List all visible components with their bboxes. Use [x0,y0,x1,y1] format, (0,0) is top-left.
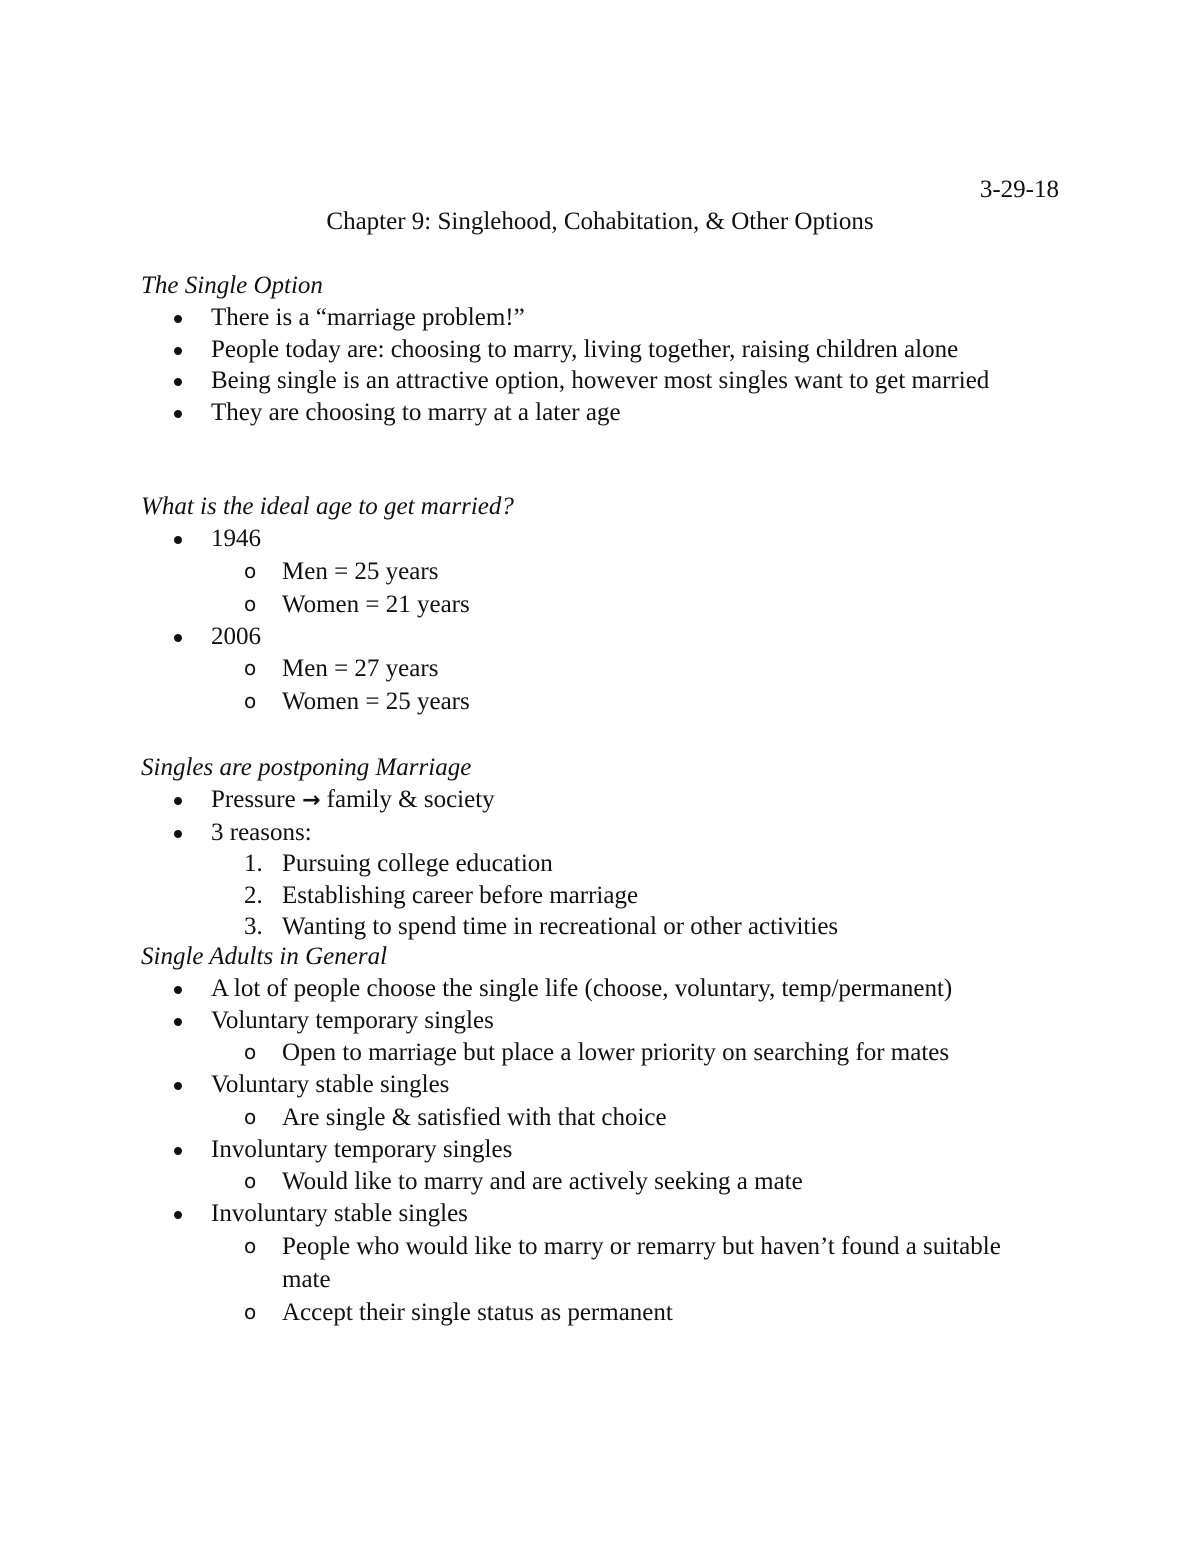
sub-list-item: o Women = 21 years [141,588,1061,621]
bullet-icon [174,1082,182,1090]
numbered-item: 1. Pursuing college education [141,848,1061,880]
bullet-list [141,973,1061,1329]
list-item: Being single is an attractive option, however most singles want to get married [141,365,991,397]
sub-list-item: o Accept their single status as permanent [141,1296,1061,1329]
numbered-item: 2. Establishing career before marriage [141,880,1061,912]
bullet-icon [174,315,182,323]
page-title: Chapter 9: Singlehood, Cohabitation, & Other Options [326,208,874,235]
section-ideal-age [141,491,1061,718]
bullet-icon [174,378,182,386]
sub-list-item: o Women = 25 years [141,685,1061,718]
sub-bullet-icon: o [244,689,257,713]
list-item: A lot of people choose the single life (choose, voluntary, temp/permanent) [141,973,1061,1005]
sub-bullet-icon: o [244,1104,257,1129]
sub-list-item: o Would like to marry and are actively seeking a mate [141,1165,1061,1198]
list-item: Involuntary stable singles [141,1198,1061,1230]
bullet-icon [174,1211,182,1219]
bullet-icon [174,1147,182,1155]
list-item: There is a “marriage problem!” [141,302,1061,334]
sub-bullet-icon: o [244,558,257,583]
sub-list-item: o Open to marriage but place a lower priority on searching for mates [141,1036,1061,1069]
section-heading: Single Adults in General [141,943,388,970]
bullet-icon [174,1018,182,1026]
bullet-list [141,302,1061,428]
sub-list-item: o People who would like to marry or remarry but haven’t found a suitable mate [141,1230,1002,1296]
bullet-icon [174,830,182,838]
list-item: 3 reasons: [141,817,1061,849]
sub-bullet-icon: o [244,1169,257,1193]
list-item: 2006 [141,621,1061,653]
sub-bullet-icon: o [244,1299,257,1324]
list-item: They are choosing to marry at a later age [141,397,1061,429]
bullet-icon [174,347,182,355]
bullet-icon [174,536,182,544]
section-single-option [141,270,1061,428]
bullet-list [141,523,1061,718]
numbered-list [141,848,1061,943]
list-item: Pressure → family & society [141,784,1061,817]
numbered-item: 3. Wanting to spend time in recreational or other activities [141,911,1061,943]
sub-bullet-icon: o [244,1040,257,1064]
list-item: People today are: choosing to marry, living together, raising children alone [141,334,1061,366]
sub-bullet-icon: o [244,656,257,680]
item-number: 3. [244,913,263,940]
section-single-adults [141,941,1061,1329]
sub-list-item: o Men = 25 years [141,555,1061,588]
item-number: 2. [244,881,263,909]
sub-list-item: o Men = 27 years [141,652,1061,685]
section-heading: What is the ideal age to get married? [141,493,514,520]
item-number: 1. [244,850,263,877]
bullet-icon [174,986,182,994]
list-item: Involuntary temporary singles [141,1134,1061,1166]
bullet-icon [174,410,182,418]
section-heading: Singles are postponing Marriage [141,754,472,781]
bullet-icon [174,634,182,642]
list-item: Voluntary temporary singles [141,1005,1061,1037]
list-item: 1946 [141,523,1061,555]
list-item: Voluntary stable singles [141,1069,1061,1101]
section-postponing-marriage [141,752,1061,943]
bullet-list [141,784,1061,848]
sub-bullet-icon: o [244,1233,257,1258]
section-heading: The Single Option [141,272,323,299]
bullet-icon [174,797,182,805]
sub-list-item: o Are single & satisfied with that choice [141,1101,1061,1134]
sub-bullet-icon: o [244,591,257,616]
note-date: 3-29-18 [979,176,1059,203]
arrow-right-icon: → [301,788,321,813]
